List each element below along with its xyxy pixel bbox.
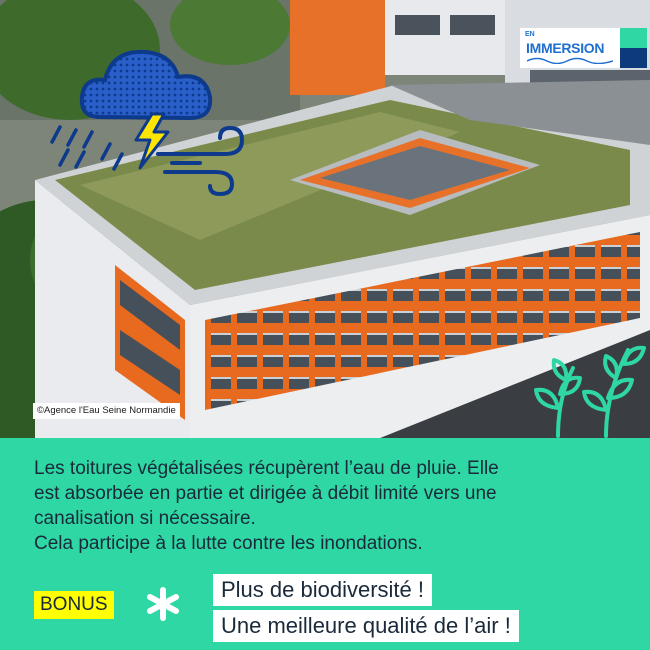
description-line-3: canalisation si nécessaire. [34, 508, 256, 529]
main-description [34, 456, 634, 556]
bonus-badge: BONUS [34, 591, 114, 619]
bonus-item-air-quality: Une meilleure qualité de l’air ! [213, 610, 519, 642]
description-line-2: est absorbée en partie et dirigée à débit limité vers une [34, 483, 497, 504]
logo-title: IMMERSION [526, 40, 605, 56]
logo-accent-bottom [620, 48, 647, 68]
asterisk-icon [146, 587, 180, 621]
description-line-1: Les toitures végétalisées récupèrent l’eau de pluie. Elle [34, 458, 499, 479]
leaf-sprout-icon [528, 338, 648, 438]
logo-prefix: EN [525, 31, 535, 38]
logo-wave-icon [527, 56, 613, 64]
bonus-item-biodiversity: Plus de biodiversité ! [213, 574, 432, 606]
storm-cloud-icon [40, 32, 255, 197]
description-line-4: Cela participe à la lutte contre les inondations. [34, 533, 423, 554]
en-immersion-logo [520, 28, 647, 68]
photo-credit: ©Agence l'Eau Seine Normandie [33, 403, 180, 419]
